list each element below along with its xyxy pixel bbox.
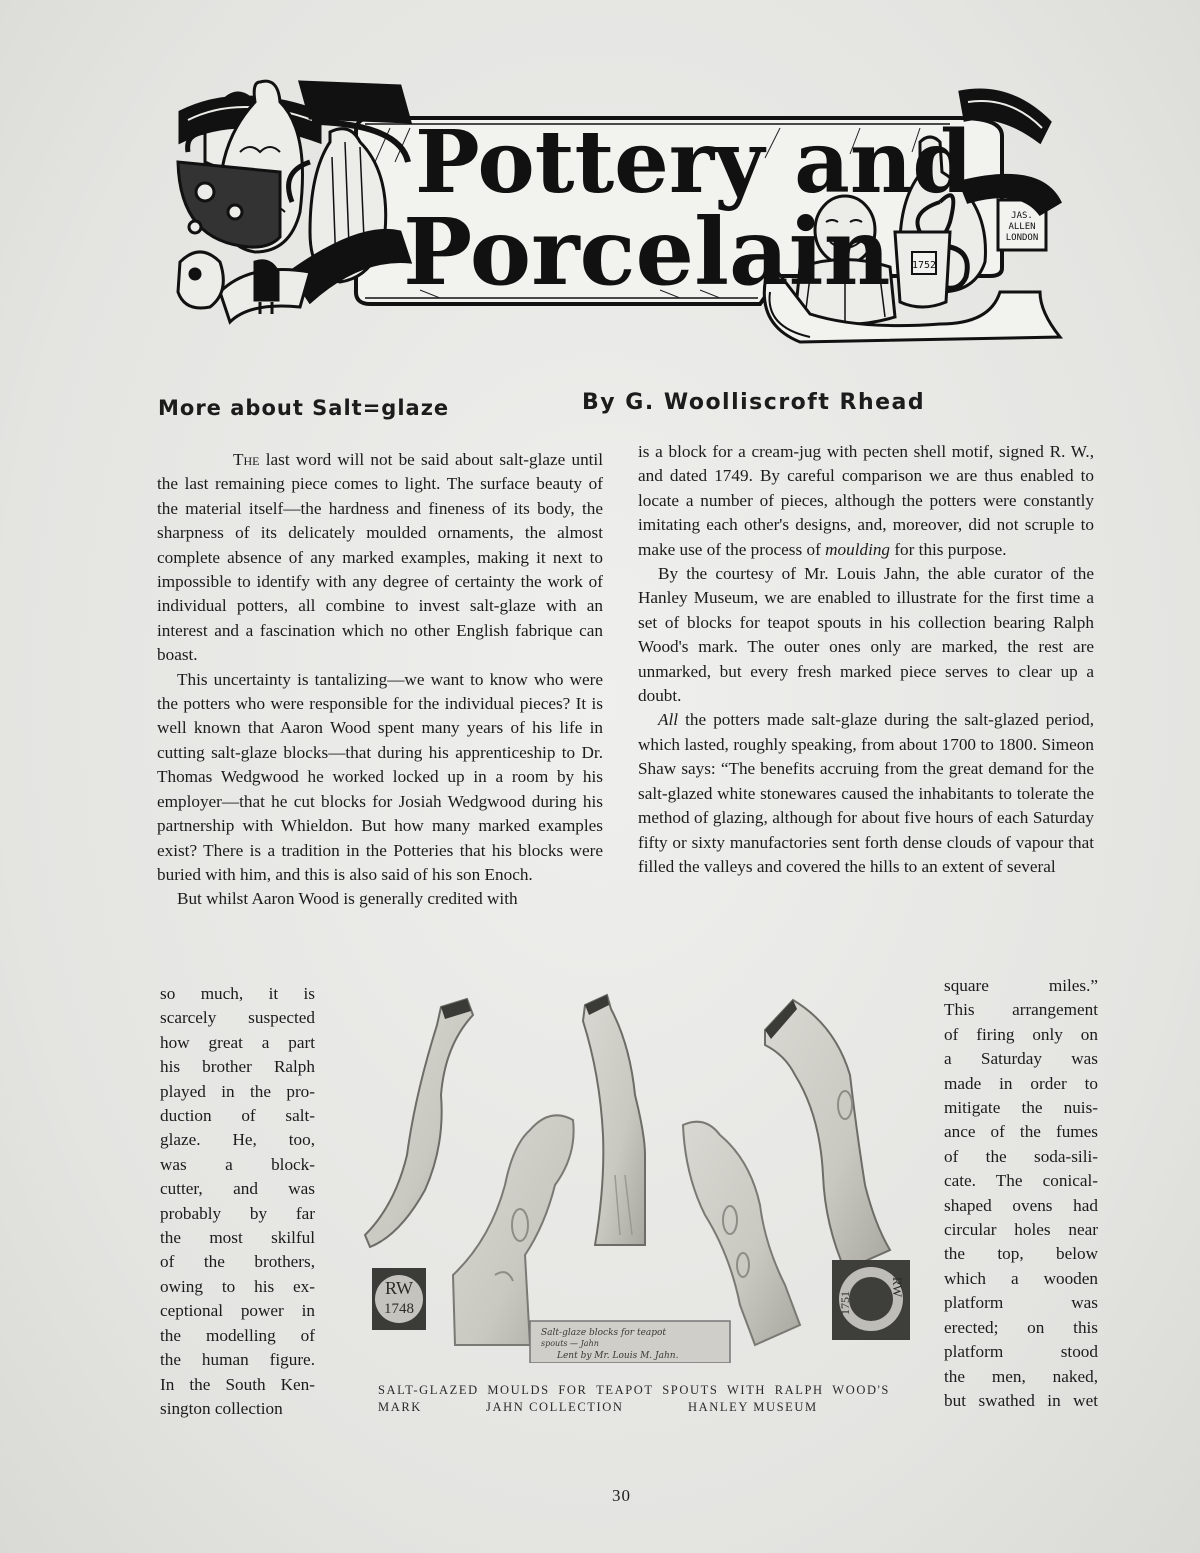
spout-mould-3 [583,995,645,1245]
caption-mark: MARK [378,1400,422,1414]
page-number: 30 [612,1486,631,1505]
right-paragraph-1-tail: for this purpose. [890,539,1007,559]
figure-caption [378,1382,890,1416]
narrow-left-line: the modelling of [160,1325,315,1345]
banner-label-mug: 1752 [911,260,937,271]
article-title: More about Salt=glaze [158,396,450,420]
narrow-left-line: glaze. He, too, [160,1130,315,1150]
mark-right-year: 1751 [838,1291,852,1315]
left-paragraph-1 [157,448,603,668]
narrow-left-line: In the South Ken- [160,1374,315,1394]
narrow-left-line: owing to his ex- [160,1276,315,1296]
caption-word: SALT-GLAZED [378,1383,479,1397]
narrow-left-line: the most skilful [160,1228,315,1248]
left-paragraph-1-text: last word will not be said about salt-glaze until the last remaining piece comes to light. The surface beauty of the material itself—the hardness and fineness of its body, the sharpness of its delicately moulded ornaments, the almost complete absence of any marked examples, making it next to impossible to identify with any degree of certainty the work of individual potters, all combine to invest salt-glaze with an interest and a fascination which no other English fabrique can boast. [157,450,603,665]
narrow-right-line: mitigate the nuis- [944,1098,1098,1118]
caption-museum: HANLEY MUSEUM [688,1400,818,1414]
label-line-1: Salt-glaze blocks for teapot [541,1328,667,1338]
narrow-left-line: sington collection [160,1398,283,1418]
narrow-left-line: of the brothers, [160,1252,315,1272]
narrow-left-line: probably by far [160,1203,315,1223]
narrow-left-line: the human figure. [160,1350,315,1370]
right-column [638,440,1094,879]
narrow-left-line: scarcely suspected [160,1008,315,1028]
narrow-right-line: cate. The conical- [944,1171,1098,1191]
right-paragraph-3-text: the potters made salt-glaze during the salt-glazed period, which lasted, roughly speaking, from about 1700 to 1800. Simeon Shaw says: “The benefits accruing from the great demand for the salt-glazed white stonewares caused the inhabitants to tolerate the method of glazing, although for about five hours of each Saturday fifty or sixty manufactories sent forth dense clouds of vapour that filled the valleys and covered the hills to an extent of several [638,710,1094,876]
caption-word: RALPH [774,1383,824,1397]
caption-word: MOULDS [487,1383,550,1397]
narrow-right-line: shaped ovens had [944,1195,1098,1215]
narrow-right-line: made in order to [944,1073,1098,1093]
narrow-right-line: erected; on this [944,1317,1098,1337]
narrow-right-line: which a wooden [944,1268,1098,1288]
narrow-right-line: This arrangement [944,1000,1098,1020]
caption-word: WITH [727,1383,767,1397]
spout-mould-4 [683,1122,800,1345]
caption-line-1 [378,1382,890,1399]
header-banner [160,62,1066,352]
narrow-right-line: but swathed in wet [944,1390,1098,1410]
caption-word: FOR [558,1383,588,1397]
italic-word-moulding: moulding [825,539,891,559]
teapot-spout-moulds-photo [345,985,925,1363]
italic-lead-all: All [658,710,679,730]
label-line-2: spouts — Jahn [541,1339,599,1348]
mark-right-initials: RW [890,1276,905,1298]
ralph-wood-mark-right [832,1260,910,1340]
left-paragraph-2: This uncertainty is tantalizing—we want to know who were the potters who were responsible for the individual pieces? It is well known that Aaron Wood spent many years of his life in cutting salt-glaze blocks—that during his apprenticeship to Dr. Thomas Wedgwood he worked locked up in a room by his employer—that he cut blocks for Josiah Wedgwood during his partnership with Whieldon. But how many marked examples exist? There is a tradition in the Potteries that his blocks were buried with him, and this is also said of his son Enoch. [157,669,603,884]
caption-collection: JAHN COLLECTION [486,1400,624,1414]
narrow-left-line: cutter, and was [160,1179,315,1199]
caption-word: WOOD'S [832,1383,890,1397]
ralph-wood-mark-left [372,1268,426,1330]
narrow-right-line: ance of the fumes [944,1122,1098,1142]
narrow-left-line: ceptional power in [160,1301,315,1321]
narrow-right-line: circular holes near [944,1220,1098,1240]
mark-left-initials: RW [384,1278,414,1298]
narrow-left-line: his brother Ralph [160,1057,315,1077]
narrow-left-line: so much, it is [160,984,315,1003]
narrow-right-line: platform stood [944,1342,1098,1362]
narrow-right-line: of firing only on [944,1024,1098,1044]
narrow-left-line: played in the pro- [160,1081,315,1101]
narrow-right-line: the top, below [944,1244,1098,1264]
handwritten-label [530,1321,730,1363]
spout-mould-1 [365,999,473,1247]
drop-lead-word: The [233,450,260,469]
right-paragraph-1 [638,440,1094,562]
left-column [157,448,603,912]
article-byline: By G. Woolliscroft Rhead [582,390,926,415]
mark-left-year: 1748 [384,1301,414,1317]
spout-mould-5 [765,1000,890,1270]
narrow-right-column [944,974,1098,1413]
banner-label-mark: JAS. ALLEN LONDON [1005,211,1039,243]
spout-mould-2 [453,1115,574,1345]
narrow-left-line: how great a part [160,1032,315,1052]
narrow-right-line: platform was [944,1293,1098,1313]
banner-title-line1: Pottery and [415,112,973,213]
narrow-left-line: was a block- [160,1154,315,1174]
caption-word: SPOUTS [662,1383,719,1397]
caption-word: TEAPOT [596,1383,654,1397]
right-paragraph-1-text: is a block for a cream-jug with pecten shell motif, signed R. W., and dated 1749. By careful comparison we are thus enabled to locate a number of pieces, although the potters were constantly imitating each other's designs, and, moreover, did not scruple to make use of the process of [638,442,1094,559]
narrow-right-line: square miles.” [944,976,1098,995]
narrow-right-line: of the soda-sili- [944,1146,1098,1166]
narrow-right-line: a Saturday was [944,1049,1098,1069]
caption-line-2 [378,1399,890,1416]
right-paragraph-2: By the courtesy of Mr. Louis Jahn, the able curator of the Hanley Museum, we are enabled to illustrate for the first time a set of blocks for teapot spouts in his collection bearing Ralph Wood's mark. The outer ones only are marked, the rest are unmarked, but every fresh marked piece serves to clear up a doubt. [638,564,1094,706]
narrow-left-line: duction of salt- [160,1106,315,1126]
right-paragraph-3 [638,708,1094,879]
label-line-3: Lent by Mr. Louis M. Jahn. [557,1351,679,1361]
narrow-left-column [160,982,315,1421]
left-paragraph-3: But whilst Aaron Wood is generally credited with [177,889,518,909]
banner-title-line2: Porcelain [403,198,891,306]
narrow-right-line: the men, naked, [944,1366,1098,1386]
